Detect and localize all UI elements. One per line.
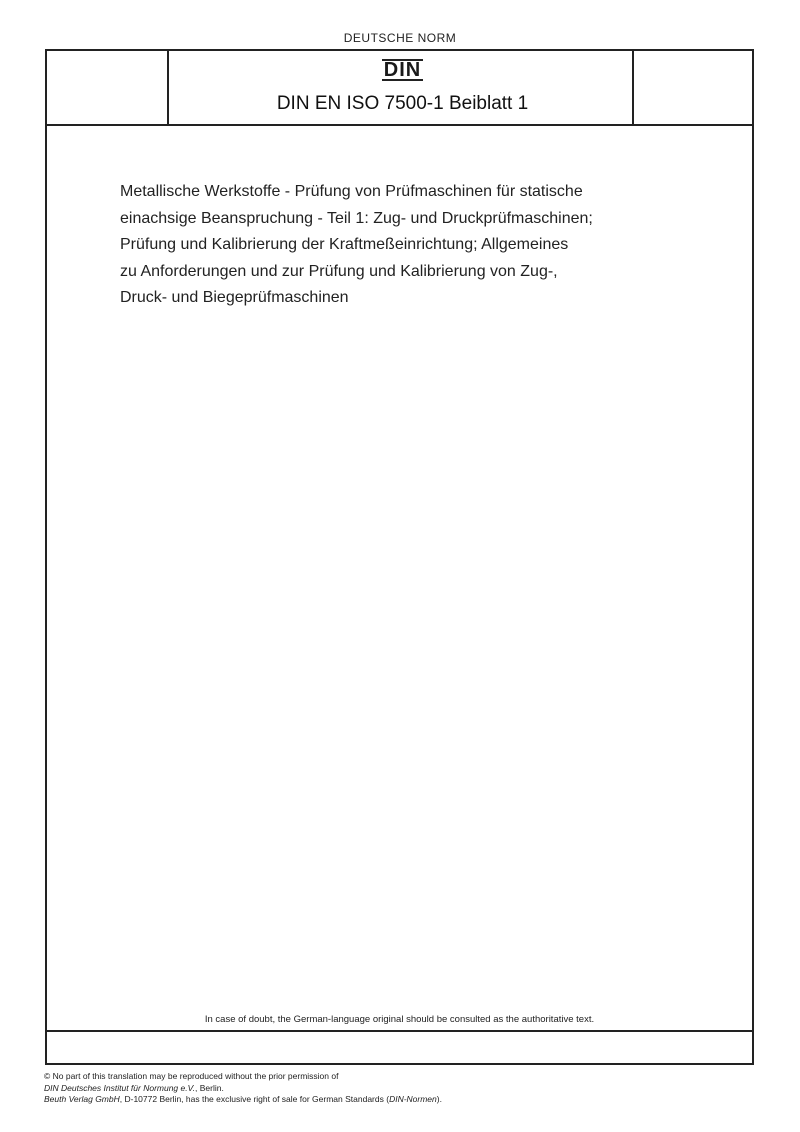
title-line: Druck- und Biegeprüfmaschinen xyxy=(120,289,349,306)
beuth-verlag-name: Beuth Verlag GmbH xyxy=(44,1094,120,1104)
header-cell-center xyxy=(169,51,636,124)
copyright-line-2-rest: , Berlin. xyxy=(195,1082,224,1093)
bottom-row xyxy=(47,1030,752,1065)
header-row xyxy=(47,51,752,126)
din-institute-name: DIN Deutsches Institut für Normung e.V. xyxy=(44,1082,196,1093)
header-cell-right xyxy=(632,51,752,124)
din-normen-label: DIN-Normen xyxy=(389,1094,437,1104)
title-line: zu Anforderungen und zur Prüfung und Kalibrierung von Zug-, xyxy=(120,262,558,280)
title-line: Prüfung und Kalibrierung der Kraftmeßeinrichtung; Allgemeines xyxy=(120,236,569,253)
title-line: Metallische Werkstoffe - Prüfung von Prüfmaschinen für statische xyxy=(120,183,583,200)
title-line: einachsige Beanspruchung - Teil 1: Zug- und Druckprüfmaschinen; xyxy=(120,209,593,227)
copyright-line-2 xyxy=(44,1083,744,1095)
header-cell-left xyxy=(47,51,169,124)
document-frame xyxy=(45,49,754,1065)
copyright-notice xyxy=(44,1071,744,1106)
copyright-line-3-mid: , D-10772 Berlin, has the exclusive right of sale for German Standards ( xyxy=(119,1094,390,1104)
din-logo-text: DIN xyxy=(383,59,422,81)
copyright-line-3 xyxy=(44,1094,744,1106)
top-label: DEUTSCHE NORM xyxy=(343,31,457,45)
copyright-line-1: © No part of this translation may be reproduced without the prior permission of xyxy=(44,1071,339,1081)
document-title xyxy=(120,179,680,312)
copyright-line-3-end: ). xyxy=(436,1094,442,1104)
document-number: DIN EN ISO 7500-1 Beiblatt 1 xyxy=(276,93,529,114)
doubt-note: In case of doubt, the German-language original should be consulted as the authoritative text. xyxy=(204,1014,595,1025)
din-logo xyxy=(169,59,636,81)
